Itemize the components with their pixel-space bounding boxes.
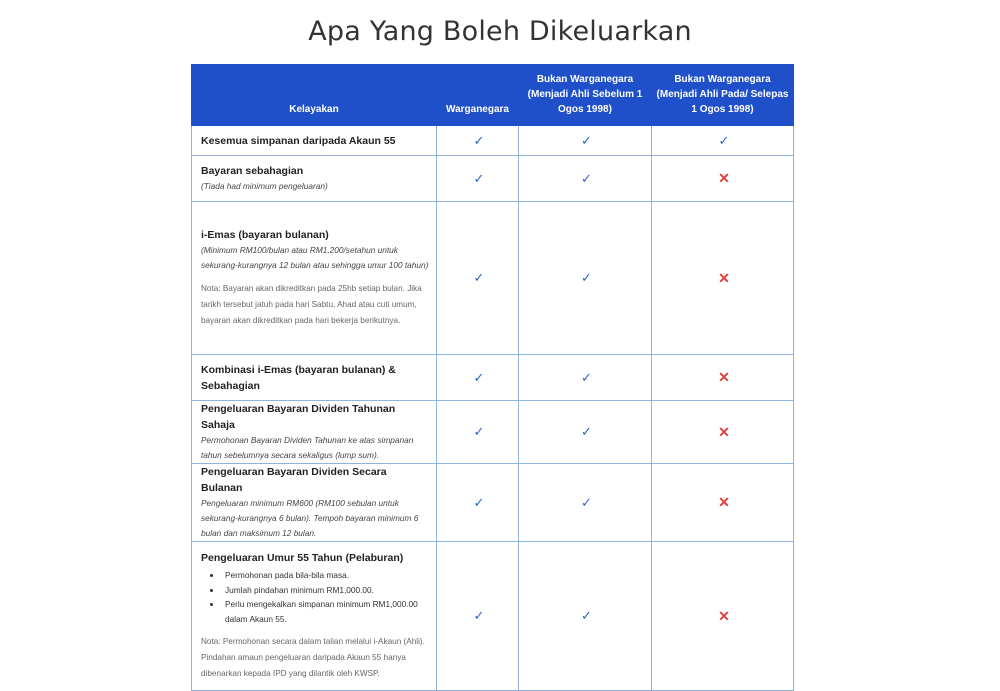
eligibility-title: Bayaran sebahagian bbox=[201, 165, 304, 177]
column-header-bukan-warganegara-selepas: Bukan Warganegara (Menjadi Ahli Pada/ Selepas 1 Ogos 1998) bbox=[652, 65, 794, 126]
mark-cell-bukan-warganegara-selepas bbox=[652, 542, 794, 691]
table-row bbox=[192, 202, 794, 355]
check-icon: ✓ bbox=[581, 170, 592, 186]
table-row bbox=[192, 126, 794, 156]
mark-cell-bukan-warganegara-sebelum bbox=[519, 126, 652, 156]
eligibility-description: (Tiada had minimum pengeluaran) bbox=[201, 181, 328, 191]
mark-cell-bukan-warganegara-sebelum bbox=[519, 355, 652, 401]
mark-cell-warganegara bbox=[437, 126, 519, 156]
check-icon: ✓ bbox=[473, 270, 485, 285]
check-icon: ✓ bbox=[581, 424, 592, 439]
table-row bbox=[192, 464, 794, 542]
check-icon: ✓ bbox=[581, 608, 592, 623]
column-header-kelayakan: Kelayakan bbox=[192, 65, 437, 126]
eligibility-cell bbox=[192, 401, 437, 464]
eligibility-description: Permohonan Bayaran Dividen Tahunan ke atas simpanan tahun sebelumnya secara sekaligus (lump sum). bbox=[201, 435, 414, 460]
eligibility-description: Pengeluaran minimum RM600 (RM100 sebulan untuk sekurang-kurangnya 6 bulan). Tempoh bayaran minimum 6 bulan dan maksimum 12 bulan. bbox=[201, 498, 419, 538]
table-row bbox=[192, 542, 794, 691]
mark-cell-bukan-warganegara-sebelum bbox=[519, 156, 652, 202]
mark-cell-warganegara bbox=[437, 464, 519, 542]
eligibility-title: Kombinasi i-Emas (bayaran bulanan) & Sebahagian bbox=[201, 363, 396, 392]
check-icon: ✓ bbox=[581, 132, 592, 148]
column-header-bukan-warganegara-sebelum: Bukan Warganegara (Menjadi Ahli Sebelum 1 Ogos 1998) bbox=[519, 65, 652, 126]
cross-icon: ✕ bbox=[718, 494, 730, 510]
table-row bbox=[192, 355, 794, 401]
cross-icon: ✕ bbox=[718, 423, 730, 440]
eligibility-title: i-Emas (bayaran bulanan) bbox=[201, 229, 329, 241]
mark-cell-warganegara bbox=[437, 156, 519, 202]
check-icon: ✓ bbox=[718, 132, 730, 148]
mark-cell-bukan-warganegara-selepas bbox=[652, 401, 794, 464]
check-icon: ✓ bbox=[473, 424, 485, 439]
eligibility-cell bbox=[192, 156, 437, 202]
bullet-list bbox=[201, 568, 430, 626]
eligibility-title: Pengeluaran Bayaran Dividen Secara Bulanan bbox=[201, 466, 387, 494]
mark-cell-warganegara bbox=[437, 202, 519, 355]
mark-cell-bukan-warganegara-sebelum bbox=[519, 464, 652, 542]
mark-cell-warganegara bbox=[437, 542, 519, 691]
mark-cell-bukan-warganegara-selepas bbox=[652, 126, 794, 156]
mark-cell-bukan-warganegara-selepas bbox=[652, 355, 794, 401]
page-title: Apa Yang Boleh Dikeluarkan bbox=[308, 16, 692, 47]
table-row bbox=[192, 401, 794, 464]
mark-cell-bukan-warganegara-sebelum bbox=[519, 401, 652, 464]
eligibility-cell bbox=[192, 464, 437, 542]
mark-cell-warganegara bbox=[437, 401, 519, 464]
check-icon: ✓ bbox=[473, 132, 485, 148]
table-row bbox=[192, 156, 794, 202]
cross-icon: ✕ bbox=[718, 170, 730, 186]
check-icon: ✓ bbox=[473, 369, 485, 385]
eligibility-note: Nota: Permohonan secara dalam talian melalui i-Akaun (Ahli). Pindahan amaun pengeluaran daripada Akaun 55 hanya dibenarkan kepada IPD yang dilantik oleh KWSP. bbox=[201, 637, 425, 678]
check-icon: ✓ bbox=[581, 270, 592, 285]
check-icon: ✓ bbox=[473, 608, 485, 623]
bullet-item: • Perlu mengekalkan simpanan minimum RM1,000.00 dalam Akaun 55. bbox=[222, 597, 430, 626]
cross-icon: ✕ bbox=[718, 607, 730, 624]
eligibility-cell bbox=[192, 355, 437, 401]
eligibility-description: (Minimum RM100/bulan atau RM1,200/setahun untuk sekurang-kurangnya 12 bulan atau sehingga umur 100 tahun) bbox=[201, 245, 429, 270]
bullet-item: • Jumlah pindahan minimum RM1,000.00. bbox=[222, 583, 430, 598]
eligibility-cell bbox=[192, 126, 437, 156]
mark-cell-warganegara bbox=[437, 355, 519, 401]
mark-cell-bukan-warganegara-selepas bbox=[652, 156, 794, 202]
bullet-item: • Permohonan pada bila-bila masa. bbox=[222, 568, 430, 583]
mark-cell-bukan-warganegara-sebelum bbox=[519, 202, 652, 355]
cross-icon: ✕ bbox=[718, 369, 730, 385]
eligibility-cell bbox=[192, 542, 437, 691]
eligibility-cell bbox=[192, 202, 437, 355]
table-header-row bbox=[192, 65, 794, 126]
check-icon: ✓ bbox=[473, 170, 485, 186]
eligibility-note: Nota: Bayaran akan dikreditkan pada 25hb setiap bulan. Jika tarikh tersebut jatuh pada hari Sabtu, Ahad atau cuti umum, bayaran akan dikreditkan pada hari bekerja berikutnya. bbox=[201, 284, 422, 325]
eligibility-title: Pengeluaran Umur 55 Tahun (Pelaburan) bbox=[201, 552, 404, 564]
check-icon: ✓ bbox=[581, 494, 592, 510]
cross-icon: ✕ bbox=[718, 269, 730, 286]
column-header-warganegara: Warganegara bbox=[437, 65, 519, 126]
eligibility-title: Kesemua simpanan daripada Akaun 55 bbox=[201, 134, 396, 147]
mark-cell-bukan-warganegara-selepas bbox=[652, 202, 794, 355]
eligibility-title: Pengeluaran Bayaran Dividen Tahunan Sahaja bbox=[201, 403, 396, 431]
check-icon: ✓ bbox=[473, 494, 485, 510]
mark-cell-bukan-warganegara-selepas bbox=[652, 464, 794, 542]
check-icon: ✓ bbox=[581, 369, 592, 385]
eligibility-table bbox=[191, 64, 794, 691]
mark-cell-bukan-warganegara-sebelum bbox=[519, 542, 652, 691]
